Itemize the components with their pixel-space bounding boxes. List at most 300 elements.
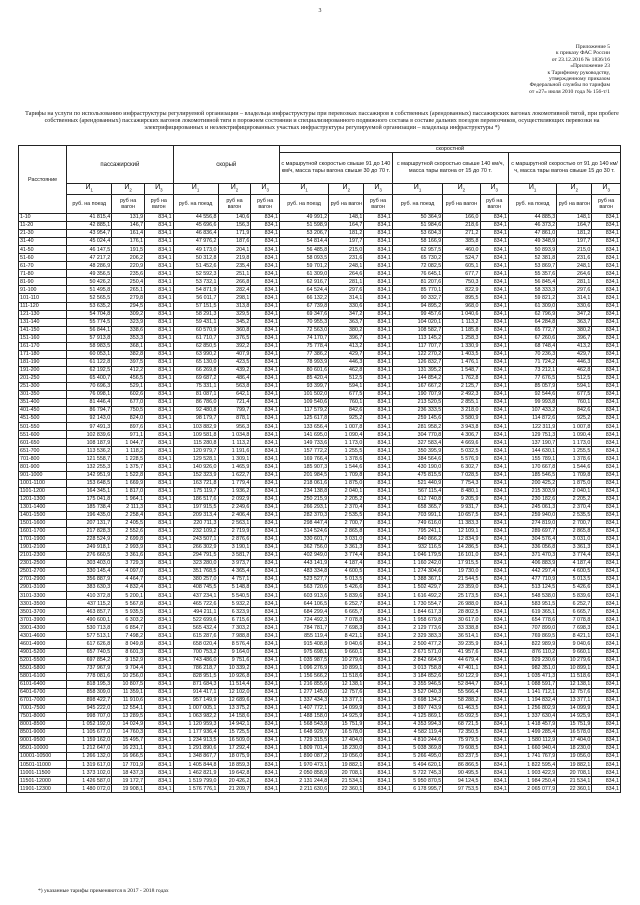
fast-group-header: скорый bbox=[173, 146, 279, 184]
table-row bbox=[19, 720, 621, 728]
index-header-cell bbox=[173, 184, 218, 195]
tariff-cell: 209 313,4 bbox=[173, 511, 218, 519]
tariff-cell: 834,1 bbox=[145, 656, 174, 664]
tariff-cell: 68 748,4 bbox=[509, 342, 557, 350]
distance-cell: 181-190 bbox=[19, 358, 67, 366]
tariff-cell: 43 954,7 bbox=[67, 230, 112, 238]
tariff-cell: 834,1 bbox=[480, 640, 509, 648]
tariff-cell: 10 899,1 bbox=[329, 664, 364, 672]
distance-cell: 11901-12300 bbox=[19, 785, 67, 793]
tariff-cell: 137 190,7 bbox=[509, 439, 557, 447]
tariff-cell: 834,1 bbox=[145, 600, 174, 608]
tariff-cell: 282,4 bbox=[218, 286, 251, 294]
tariff-cell: 6 303,2 bbox=[112, 616, 145, 624]
tariff-cell: 834,1 bbox=[592, 551, 621, 559]
tariff-cell: 834,1 bbox=[592, 584, 621, 592]
distance-cell: 1-10 bbox=[19, 214, 67, 222]
tariff-cell: 248,1 bbox=[329, 262, 364, 270]
tariff-cell: 834,1 bbox=[251, 535, 280, 543]
tariff-cell: 834,1 bbox=[364, 761, 393, 769]
tariff-cell: 834,1 bbox=[592, 519, 621, 527]
tariff-cell: 79 608,5 bbox=[443, 745, 480, 753]
tariff-cell: 115 280,8 bbox=[173, 439, 218, 447]
unit-header-cell: руб. на поезд bbox=[173, 195, 218, 214]
high-speed-group-header: скоростной bbox=[279, 146, 620, 153]
tariff-cell: 834,1 bbox=[364, 334, 393, 342]
tariff-cell: 834,1 bbox=[251, 720, 280, 728]
tariff-cell: 834,1 bbox=[145, 753, 174, 761]
tariff-cell: 834,1 bbox=[251, 600, 280, 608]
tariff-cell: 17 701,9 bbox=[112, 761, 145, 769]
tariff-cell: 12 757,6 bbox=[329, 688, 364, 696]
tariff-cell: 309,2 bbox=[112, 310, 145, 318]
tariff-cell: 58 333,3 bbox=[509, 286, 557, 294]
tariff-cell: 294,5 bbox=[112, 302, 145, 310]
distance-cell: 10501-11000 bbox=[19, 761, 67, 769]
tariff-cell: 4 125 869,1 bbox=[392, 712, 442, 720]
tariff-cell: 97 753,5 bbox=[443, 785, 480, 793]
tariff-cell: 834,1 bbox=[480, 616, 509, 624]
tariff-cell: 834,1 bbox=[480, 600, 509, 608]
tariff-cell: 266 302,9 bbox=[173, 543, 218, 551]
tariff-cell: 6 252,7 bbox=[557, 600, 592, 608]
tariff-cell: 1 544,6 bbox=[557, 463, 592, 471]
tariff-cell: 834,1 bbox=[145, 302, 174, 310]
tariff-cell: 834,1 bbox=[592, 463, 621, 471]
tariff-cell: 834,1 bbox=[480, 568, 509, 576]
tariff-cell: 1 407 772,1 bbox=[279, 704, 328, 712]
tariff-cell: 1 330,9 bbox=[443, 342, 480, 350]
tariff-cell: 834,1 bbox=[480, 729, 509, 737]
tariff-cell: 512,5 bbox=[557, 374, 592, 382]
unit-header-cell: руб на вагон bbox=[218, 195, 251, 214]
tariff-cell: 2 040,1 bbox=[329, 487, 364, 495]
tariff-cell: 19 056,0 bbox=[329, 753, 364, 761]
tariff-cell: 26 988,0 bbox=[443, 600, 480, 608]
tariff-cell: 12 109,1 bbox=[443, 527, 480, 535]
tariff-cell: 10 926,8 bbox=[218, 672, 251, 680]
tariff-cell: 834,1 bbox=[592, 543, 621, 551]
tariff-cell: 834,1 bbox=[251, 592, 280, 600]
tariff-cell: 842,6 bbox=[557, 407, 592, 415]
tariff-cell: 330,6 bbox=[557, 302, 592, 310]
footnote: *) указанные тарифы применяются в 2017 - 2018 годах bbox=[38, 888, 169, 894]
tariff-cell: 397,5 bbox=[112, 358, 145, 366]
tariff-cell: 5 013,5 bbox=[329, 576, 364, 584]
tariff-cell: 49 991,2 bbox=[279, 214, 328, 222]
tariff-cell: 102 839,6 bbox=[67, 431, 112, 439]
distance-cell: 131-140 bbox=[19, 318, 67, 326]
table-row bbox=[19, 350, 621, 358]
tariff-cell: 1 113,2 bbox=[443, 318, 480, 326]
tariff-cell: 2 700,7 bbox=[557, 519, 592, 527]
tariff-cell: 834,1 bbox=[592, 431, 621, 439]
tariff-cell: 3 897 743,9 bbox=[392, 704, 442, 712]
tariff-cell: 131,9 bbox=[112, 214, 145, 222]
tariff-cell: 834,1 bbox=[145, 310, 174, 318]
tariff-cell: 65 772,7 bbox=[509, 326, 557, 334]
index-letter: И bbox=[85, 183, 91, 191]
distance-cell: 501-550 bbox=[19, 423, 67, 431]
tariff-cell: 46 836,4 bbox=[173, 230, 218, 238]
tariff-cell: 323,9 bbox=[112, 318, 145, 326]
tariff-cell: 77 676,5 bbox=[509, 374, 557, 382]
tariff-cell: 834,1 bbox=[480, 527, 509, 535]
tariff-cell: 16 578,0 bbox=[329, 729, 364, 737]
tariff-cell: 18 859,3 bbox=[218, 761, 251, 769]
tariff-cell: 142 951,9 bbox=[67, 471, 112, 479]
tariff-cell: 834,1 bbox=[480, 608, 509, 616]
tariff-cell: 834,1 bbox=[364, 769, 393, 777]
tariff-cell: 834,1 bbox=[145, 785, 174, 793]
index-subscript: 3 bbox=[160, 187, 163, 193]
tariff-cell: 834,1 bbox=[145, 431, 174, 439]
tariff-cell: 2 131 244,8 bbox=[279, 777, 328, 785]
tariff-cell: 1 228,5 bbox=[112, 455, 145, 463]
tariff-cell: 834,1 bbox=[592, 527, 621, 535]
table-row bbox=[19, 696, 621, 704]
tariff-cell: 3 184 852,6 bbox=[392, 672, 442, 680]
tariff-cell: 834,1 bbox=[592, 737, 621, 745]
tariff-cell: 834,1 bbox=[145, 761, 174, 769]
tariff-cell: 834,1 bbox=[592, 399, 621, 407]
distance-cell: 51-60 bbox=[19, 254, 67, 262]
tariff-cell: 975 698,1 bbox=[279, 648, 328, 656]
tariff-cell: 99 457,6 bbox=[392, 310, 442, 318]
tariff-cell: 14 024,9 bbox=[112, 720, 145, 728]
distance-cell: 21-30 bbox=[19, 230, 67, 238]
tariff-cell: 700 753,2 bbox=[173, 648, 218, 656]
tariff-cell: 187,6 bbox=[218, 238, 251, 246]
tariff-cell: 828 951,5 bbox=[173, 672, 218, 680]
tariff-cell: 834,1 bbox=[592, 302, 621, 310]
tariff-cell: 834,1 bbox=[592, 334, 621, 342]
tariff-cell: 65 092,5 bbox=[443, 712, 480, 720]
tariff-cell: 20 708,1 bbox=[329, 769, 364, 777]
tariff-cell: 834,1 bbox=[251, 310, 280, 318]
tariff-cell: 231,6 bbox=[329, 254, 364, 262]
tariff-cell: 834,1 bbox=[480, 769, 509, 777]
tariff-cell: 6 665,7 bbox=[557, 608, 592, 616]
tariff-cell: 834,1 bbox=[251, 222, 280, 230]
tariff-cell: 20 708,1 bbox=[557, 769, 592, 777]
tariff-cell: 834,1 bbox=[364, 688, 393, 696]
tariff-cell: 834,1 bbox=[480, 326, 509, 334]
tariff-cell: 56 485,8 bbox=[279, 246, 328, 254]
tariff-cell: 834,1 bbox=[251, 366, 280, 374]
index-letter: И bbox=[300, 183, 306, 191]
tariff-cell: 4 832,4 bbox=[112, 584, 145, 592]
tariff-cell: 9 704,4 bbox=[112, 664, 145, 672]
tariff-cell: 834,1 bbox=[145, 399, 174, 407]
tariff-cell: 834,1 bbox=[145, 495, 174, 503]
tariff-cell: 4 669,6 bbox=[443, 439, 480, 447]
tariff-cell: 204,1 bbox=[218, 246, 251, 254]
tariff-cell: 407,9 bbox=[218, 350, 251, 358]
tariff-cell: 274 819,0 bbox=[509, 519, 557, 527]
tariff-cell: 2 406,4 bbox=[218, 511, 251, 519]
tariff-cell: 197 915,5 bbox=[173, 503, 218, 511]
tariff-cell: 22 360,1 bbox=[557, 785, 592, 793]
tariff-cell: 1 256 802,9 bbox=[509, 704, 557, 712]
tariff-cell: 3 355 946,5 bbox=[392, 680, 442, 688]
table-row bbox=[19, 254, 621, 262]
tariff-cell: 834,1 bbox=[364, 286, 393, 294]
tariff-cell: 834,1 bbox=[145, 720, 174, 728]
tariff-cell: 895,5 bbox=[443, 294, 480, 302]
tariff-cell: 834,1 bbox=[592, 391, 621, 399]
tariff-cell: 834,1 bbox=[251, 608, 280, 616]
tariff-cell: 15 725,5 bbox=[218, 729, 251, 737]
tariff-cell: 1 234 913,5 bbox=[173, 737, 218, 745]
tariff-cell: 1 779,4 bbox=[218, 479, 251, 487]
tariff-cell: 658 365,7 bbox=[392, 503, 442, 511]
tariff-cell: 1 822 595,4 bbox=[509, 761, 557, 769]
tariff-cell: 834,1 bbox=[364, 302, 393, 310]
tariff-cell: 834,1 bbox=[364, 254, 393, 262]
tariff-cell: 834,1 bbox=[251, 761, 280, 769]
tariff-cell: 834,1 bbox=[480, 737, 509, 745]
index-header-row bbox=[19, 184, 621, 195]
tariff-cell: 834,1 bbox=[251, 463, 280, 471]
index-subscript: 3 bbox=[266, 187, 269, 193]
tariff-cell: 1 113,2 bbox=[218, 439, 251, 447]
tariff-cell: 56 844,1 bbox=[67, 326, 112, 334]
tariff-cell: 59 701,2 bbox=[279, 262, 328, 270]
tariff-cell: 382,8 bbox=[112, 350, 145, 358]
tariff-cell: 248,1 bbox=[557, 262, 592, 270]
tariff-cell: 834,1 bbox=[480, 632, 509, 640]
tariff-cell: 58 291,3 bbox=[173, 310, 218, 318]
index-letter: И bbox=[191, 183, 197, 191]
tariff-cell: 834,1 bbox=[251, 648, 280, 656]
tariff-cell: 915 408,8 bbox=[279, 640, 328, 648]
tariff-cell: 834,1 bbox=[480, 560, 509, 568]
tariff-cell: 36 514,1 bbox=[443, 632, 480, 640]
tariff-cell: 58 288,2 bbox=[443, 696, 480, 704]
tariff-cell: 86 866,5 bbox=[443, 761, 480, 769]
tariff-cell: 707 899,0 bbox=[509, 624, 557, 632]
tariff-cell: 259 145,6 bbox=[392, 415, 442, 423]
index-header-cell bbox=[112, 184, 145, 195]
tariff-cell: 1 875,0 bbox=[557, 479, 592, 487]
tariff-cell: 446,3 bbox=[557, 358, 592, 366]
tariff-cell: 164,7 bbox=[329, 222, 364, 230]
tariff-cell: 3 729,3 bbox=[112, 560, 145, 568]
table-row bbox=[19, 576, 621, 584]
table-row bbox=[19, 423, 621, 431]
tariff-cell: 1 378,6 bbox=[329, 455, 364, 463]
tariff-cell: 834,1 bbox=[480, 407, 509, 415]
tariff-cell: 834,1 bbox=[480, 487, 509, 495]
tariff-cell: 1 194 832,4 bbox=[509, 696, 557, 704]
distance-cell: 2301-2500 bbox=[19, 560, 67, 568]
tariff-cell: 834,1 bbox=[145, 350, 174, 358]
distance-cell: 1401-1500 bbox=[19, 511, 67, 519]
tariff-cell: 834,1 bbox=[364, 318, 393, 326]
tariff-cell: 50 122,9 bbox=[443, 672, 480, 680]
tariff-cell: 1 255,5 bbox=[329, 447, 364, 455]
tariff-cell: 5 494 620,1 bbox=[392, 761, 442, 769]
tariff-cell: 181,2 bbox=[329, 230, 364, 238]
tariff-cell: 61 309,0 bbox=[509, 302, 557, 310]
tariff-cell: 834,1 bbox=[592, 214, 621, 222]
table-row bbox=[19, 342, 621, 350]
tariff-cell: 1 730 554,7 bbox=[392, 600, 442, 608]
index-subscript: 1 bbox=[533, 187, 537, 193]
tariff-cell: 70 696,3 bbox=[67, 382, 112, 390]
tariff-cell: 834,1 bbox=[592, 592, 621, 600]
table-row bbox=[19, 262, 621, 270]
distance-cell: 1101-1200 bbox=[19, 487, 67, 495]
tariff-cell: 834,1 bbox=[592, 318, 621, 326]
table-row bbox=[19, 592, 621, 600]
tariff-cell: 13 377,1 bbox=[557, 696, 592, 704]
tariff-cell: 769 869,5 bbox=[509, 632, 557, 640]
tariff-cell: 190 707,9 bbox=[392, 391, 442, 399]
tariff-cell: 760,1 bbox=[329, 399, 364, 407]
tariff-cell: 86 786,0 bbox=[173, 399, 218, 407]
tariff-cell: 7 698,3 bbox=[557, 624, 592, 632]
tariff-cell: 10 279,6 bbox=[557, 656, 592, 664]
tariff-cell: 19 882,1 bbox=[329, 761, 364, 769]
tariff-cell: 215,0 bbox=[329, 246, 364, 254]
tariff-cell: 2 535,5 bbox=[329, 511, 364, 519]
tariff-cell: 314,1 bbox=[329, 294, 364, 302]
table-row bbox=[19, 616, 621, 624]
tariff-cell: 834,1 bbox=[592, 278, 621, 286]
distance-header: Расстояние bbox=[19, 146, 67, 214]
tariff-cell: 834,1 bbox=[251, 382, 280, 390]
tariff-cell: 1 007,8 bbox=[329, 423, 364, 431]
tariff-cell: 163 721,8 bbox=[173, 479, 218, 487]
tariff-cell: 1 568 543,8 bbox=[279, 720, 328, 728]
tariff-cell: 834,1 bbox=[480, 745, 509, 753]
tariff-cell: 14 158,6 bbox=[218, 712, 251, 720]
tariff-cell: 64 284,8 bbox=[509, 318, 557, 326]
distance-cell: 5201-5500 bbox=[19, 656, 67, 664]
tariff-cell: 53 732,1 bbox=[173, 278, 218, 286]
table-row bbox=[19, 511, 621, 519]
tariff-cell: 512,5 bbox=[329, 374, 364, 382]
tariff-cell: 834,1 bbox=[480, 262, 509, 270]
table-row bbox=[19, 222, 621, 230]
tariff-cell: 6 323,9 bbox=[218, 608, 251, 616]
tariff-cell: 69 347,6 bbox=[279, 310, 328, 318]
tariff-cell: 834,1 bbox=[145, 407, 174, 415]
tariff-cell: 132 255,3 bbox=[67, 463, 112, 471]
tariff-cell: 677,0 bbox=[112, 399, 145, 407]
distance-cell: 9001-9500 bbox=[19, 737, 67, 745]
tariff-cell: 78 993,9 bbox=[279, 358, 328, 366]
tariff-cell: 186 517,6 bbox=[173, 495, 218, 503]
index-header-cell bbox=[480, 184, 509, 195]
tariff-cell: 834,1 bbox=[480, 656, 509, 664]
tariff-cell: 2 329 383,3 bbox=[392, 632, 442, 640]
tariff-cell: 5 950 870,5 bbox=[392, 777, 442, 785]
table-row bbox=[19, 326, 621, 334]
tariff-cell: 834,1 bbox=[480, 423, 509, 431]
tariff-cell: 120 979,7 bbox=[173, 447, 218, 455]
distance-cell: 11-20 bbox=[19, 222, 67, 230]
tariff-cell: 140,6 bbox=[218, 214, 251, 222]
tariff-cell: 215,0 bbox=[557, 246, 592, 254]
tariff-cell: 834,1 bbox=[145, 423, 174, 431]
distance-cell: 2101-2300 bbox=[19, 551, 67, 559]
table-row bbox=[19, 366, 621, 374]
tariff-cell: 1 274 304,6 bbox=[392, 568, 442, 576]
tariff-cell: 56 845,4 bbox=[509, 278, 557, 286]
tariff-cell: 380 257,0 bbox=[173, 576, 218, 584]
distance-cell: 251-300 bbox=[19, 382, 67, 390]
tariff-cell: 677,5 bbox=[329, 391, 364, 399]
tariff-cell: 834,1 bbox=[145, 535, 174, 543]
tariff-cell: 822 989,9 bbox=[509, 640, 557, 648]
unit-header-cell: руб. на поезд bbox=[509, 195, 557, 214]
tariff-cell: 6 665,7 bbox=[329, 608, 364, 616]
table-row bbox=[19, 785, 621, 793]
tariff-cell: 49 173,0 bbox=[173, 246, 218, 254]
index-letter: И bbox=[602, 183, 608, 191]
tariff-cell: 271,2 bbox=[443, 230, 480, 238]
tariff-cell: 19 642,8 bbox=[218, 769, 251, 777]
tariff-cell: 684 299,4 bbox=[279, 608, 328, 616]
tariff-cell: 380,2 bbox=[329, 326, 364, 334]
tariff-cell: 654 778,6 bbox=[509, 616, 557, 624]
tariff-cell: 1 476,1 bbox=[443, 358, 480, 366]
tariff-cell: 834,1 bbox=[251, 471, 280, 479]
tariff-cell: 235,6 bbox=[112, 270, 145, 278]
tariff-cell: 834,1 bbox=[592, 608, 621, 616]
tariff-cell: 231,6 bbox=[557, 254, 592, 262]
tariff-cell: 243 507,1 bbox=[173, 535, 218, 543]
tariff-cell: 834,1 bbox=[364, 656, 393, 664]
tariff-cell: 834,1 bbox=[145, 696, 174, 704]
tariff-cell: 2 552,6 bbox=[112, 527, 145, 535]
tariff-cell: 21 534,1 bbox=[557, 777, 592, 785]
tariff-cell: 144 630,1 bbox=[509, 447, 557, 455]
tariff-cell: 41 815,4 bbox=[67, 214, 112, 222]
tariff-cell: 834,1 bbox=[364, 608, 393, 616]
tariff-cell: 59 821,2 bbox=[509, 294, 557, 302]
tariff-cell: 67 260,6 bbox=[509, 334, 557, 342]
tariff-cell: 834,1 bbox=[480, 230, 509, 238]
tariff-cell: 834,1 bbox=[480, 720, 509, 728]
tariff-cell: 834,1 bbox=[145, 447, 174, 455]
table-row bbox=[19, 407, 621, 415]
tariff-cell: 834,1 bbox=[364, 214, 393, 222]
tariff-cell: 33 338,8 bbox=[443, 624, 480, 632]
distance-cell: 191-200 bbox=[19, 366, 67, 374]
tariff-cell: 76 645,1 bbox=[392, 270, 442, 278]
tariff-cell: 10 339,2 bbox=[218, 664, 251, 672]
table-row bbox=[19, 543, 621, 551]
distance-cell: 11501-12000 bbox=[19, 777, 67, 785]
tariff-cell: 617 626,8 bbox=[67, 640, 112, 648]
tariff-cell: 834,1 bbox=[592, 230, 621, 238]
tariff-cell: 834,1 bbox=[480, 399, 509, 407]
tariff-cell: 50 426,2 bbox=[67, 278, 112, 286]
tariff-cell: 523 527,7 bbox=[279, 576, 328, 584]
table-row bbox=[19, 302, 621, 310]
tariff-cell: 60 053,1 bbox=[67, 350, 112, 358]
tariff-cell: 834,1 bbox=[364, 358, 393, 366]
tariff-cell: 834,1 bbox=[480, 576, 509, 584]
tariff-cell: 834,1 bbox=[251, 737, 280, 745]
tariff-cell: 2 205,2 bbox=[329, 495, 364, 503]
tariff-cell: 55 357,6 bbox=[509, 270, 557, 278]
tariff-cell: 413,2 bbox=[557, 342, 592, 350]
